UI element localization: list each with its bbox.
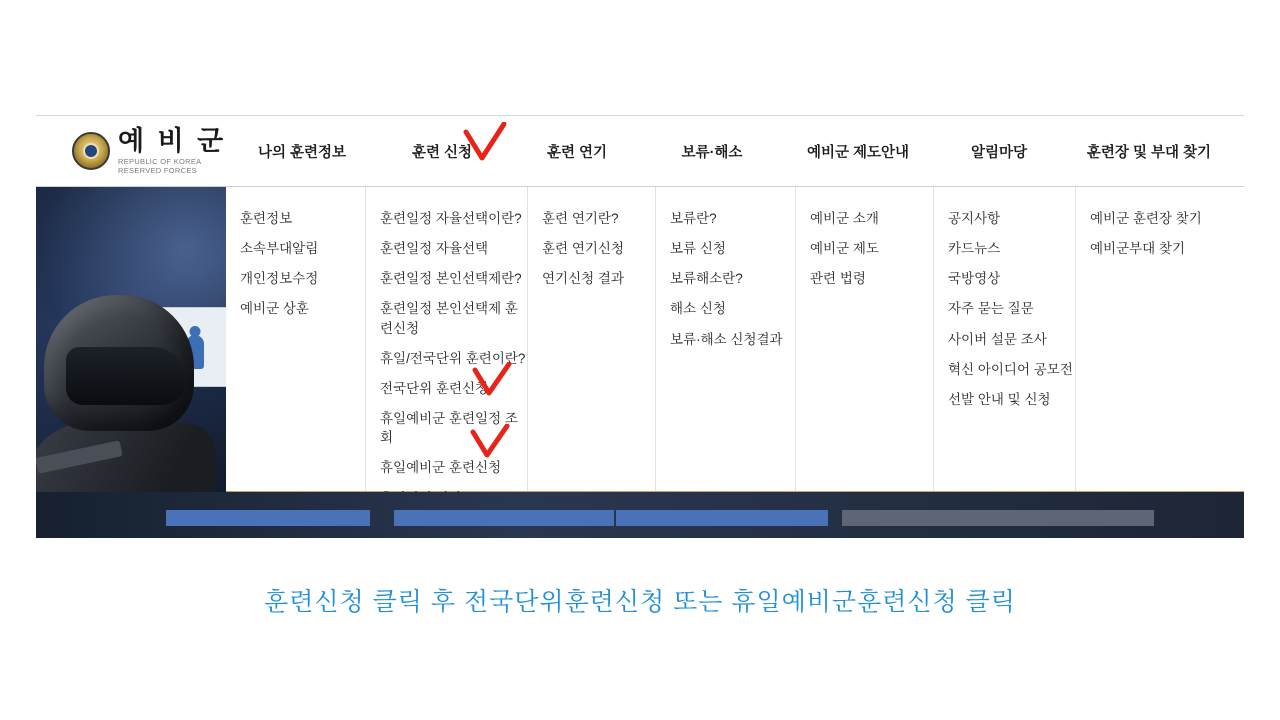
nav-item-hold-release[interactable]: 보류·해소 [681,144,743,161]
nav-item-notice-board[interactable]: 알림마당 [970,144,1028,161]
banner-strip [36,492,1244,538]
nav-item-training-application[interactable]: 훈련 신청 [411,144,473,161]
site-header [36,115,1244,187]
menu-link[interactable]: 개인정보수정 [240,271,319,287]
menu-link[interactable]: 관련 법령 [810,271,866,287]
menu-link[interactable]: 예비군 소개 [810,211,879,226]
nav-item-find-training-site[interactable]: 훈련장 및 부대 찾기 [1086,144,1212,161]
menu-link[interactable]: 카드뉴스 [948,241,1001,257]
menu-link[interactable]: 훈련정보 [240,211,293,226]
nav-item-system-guide[interactable]: 예비군 제도안내 [806,144,910,161]
mega-dropdown-panel [226,187,1244,492]
menu-link-holiday-reserve-training-application[interactable]: 휴일예비군 훈련신청 [380,460,502,476]
menu-link[interactable]: 혁신 아이디어 공모전 [948,361,1073,377]
menu-link[interactable]: 훈련일정 자율선택 [380,241,489,257]
mega-column-find-site [1076,187,1244,491]
main-navigation [232,116,1244,186]
mega-column-notice-board [934,187,1076,491]
nav-item-training-postponement[interactable]: 훈련 연기 [546,144,608,161]
menu-link[interactable]: 사이버 설문 조사 [948,331,1047,347]
menu-link[interactable]: 공지사항 [948,211,1001,226]
menu-link[interactable]: 보류 신청 [670,241,726,257]
logo-text [118,127,232,175]
menu-link[interactable]: 자주 묻는 질문 [948,301,1034,317]
menu-link[interactable]: 훈련일정 본인선택제 훈련신청 [380,301,518,336]
banner-block [394,510,614,526]
logo-subtitle: REPUBLIC OF KOREA RESERVED FORCES [118,157,202,176]
menu-link[interactable]: 훈련일정 본인선택제란? [380,271,522,287]
menu-link[interactable]: 보류란? [670,211,717,226]
menu-link[interactable]: 선발 안내 및 신청 [948,391,1051,407]
banner-block [616,510,828,526]
logo-title: 예 비 군 [118,125,227,156]
mega-column-system-guide [796,187,934,491]
menu-link[interactable]: 휴일/전국단위 훈련이란? [380,350,526,366]
menu-link[interactable]: 예비군 제도 [810,241,879,257]
mega-column-postponement [528,187,656,491]
site-logo[interactable] [36,127,232,175]
menu-link[interactable]: 국방영상 [948,271,1001,287]
menu-link[interactable]: 휴일예비군 훈련일정 조회 [380,411,518,446]
menu-link[interactable]: 해소 신청 [670,301,726,317]
menu-link[interactable]: 훈련일정 자율선택이란? [380,211,522,226]
banner-block [166,510,370,526]
menu-link[interactable]: 예비군부대 찾기 [1090,241,1186,257]
menu-link[interactable]: 보류해소란? [670,271,743,287]
emblem-icon [72,132,110,170]
menu-link[interactable]: 소속부대알림 [240,241,319,257]
instruction-caption: 훈련신청 클릭 후 전국단위훈련신청 또는 휴일예비군훈련신청 클릭 [264,588,1016,616]
soldier-helmet [44,295,194,431]
menu-link[interactable]: 훈련 연기신청 [542,241,624,257]
mega-column-my-training-info [226,187,366,491]
menu-link[interactable]: 연기신청 결과 [542,271,624,287]
banner-block [842,510,1154,526]
nav-item-my-training-info[interactable]: 나의 훈련정보 [257,144,347,161]
menu-link[interactable]: 보류·해소 신청결과 [670,331,783,347]
helmet-visor [66,347,186,405]
mega-column-training-application [366,187,528,491]
menu-link-nationwide-training-application[interactable]: 전국단위 훈련신청 [380,380,489,396]
menu-link[interactable]: 예비군 훈련장 찾기 [1090,211,1202,226]
menu-link[interactable]: 예비군 상훈 [240,301,309,317]
hero-photo [36,187,226,530]
mega-column-hold-release [656,187,796,491]
menu-link[interactable]: 훈련 연기란? [542,211,619,226]
